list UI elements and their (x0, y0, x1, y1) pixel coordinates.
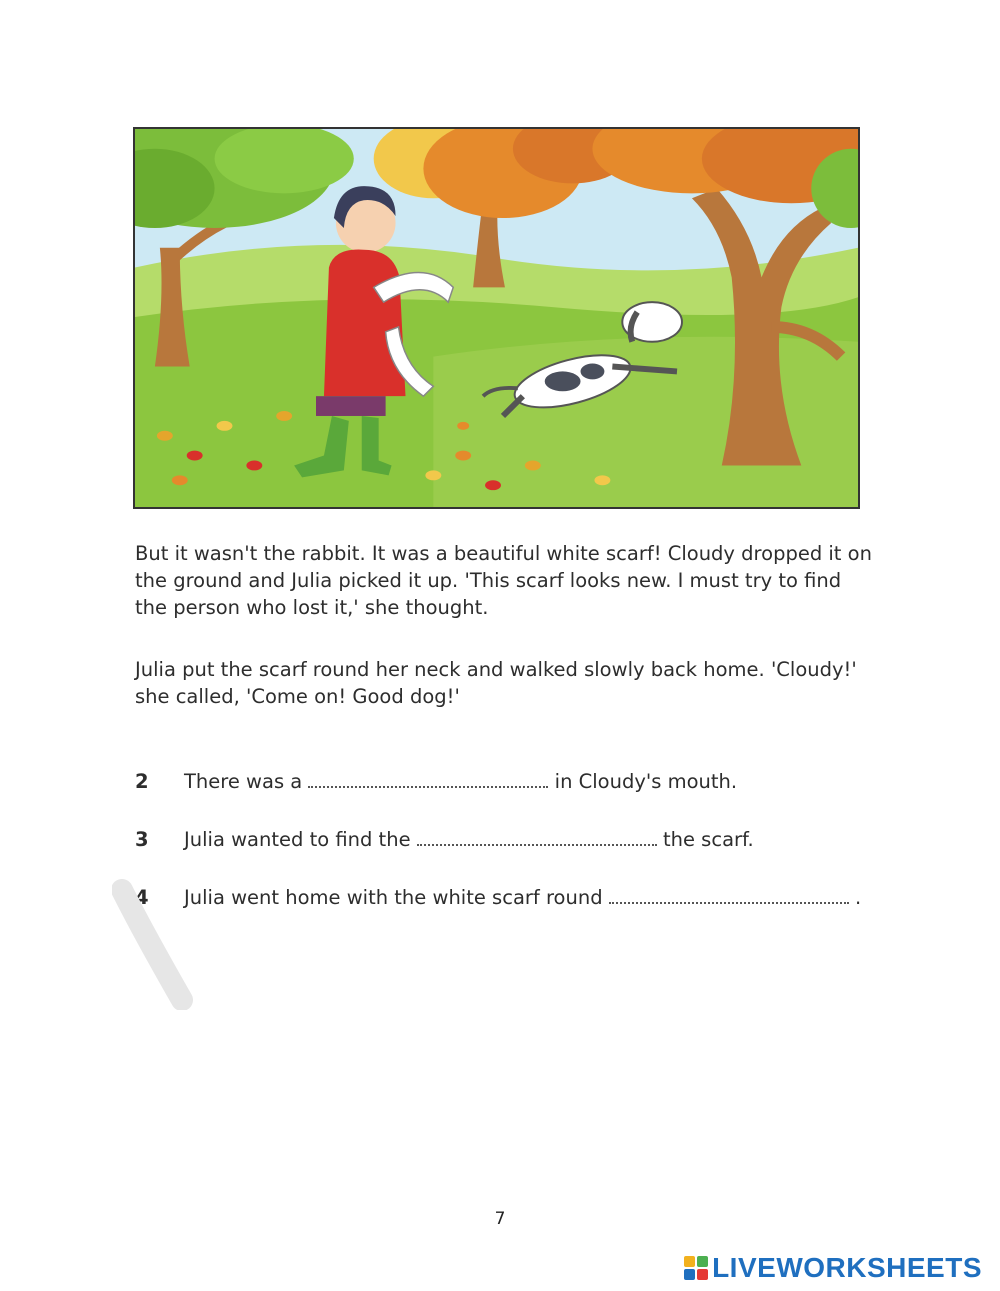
watermark-mark (112, 870, 232, 1010)
story-text: But it wasn't the rabbit. It was a beautiful white scarf! Cloudy dropped it on the ground and Julia picked it up. 'This scarf looks new. I must try to find the person who lost it,' she thought. (135, 542, 872, 619)
answer-blank[interactable] (308, 772, 548, 788)
question-number: 2 (135, 770, 149, 793)
question-text-after: the scarf. (662, 828, 754, 851)
liveworksheets-brand (684, 1252, 982, 1284)
question-text-before: Julia wanted to find the (184, 828, 411, 851)
question-3 (135, 828, 895, 856)
page-number: 7 (494, 1209, 506, 1229)
question-number: 4 (135, 886, 149, 909)
brand-name: LIVEWORKSHEETS (712, 1252, 982, 1283)
question-text-before: Julia went home with the white scarf round (184, 886, 603, 909)
question-number: 3 (135, 828, 149, 851)
story-illustration (133, 127, 860, 509)
question-text-after: in Cloudy's mouth. (554, 770, 738, 793)
question-4 (135, 886, 895, 914)
story-text: Julia put the scarf round her neck and walked slowly back home. 'Cloudy!' she called, 'Come on! Good dog!' (135, 658, 857, 708)
answer-blank[interactable] (417, 830, 657, 846)
story-paragraph-1 (135, 540, 875, 621)
answer-blank[interactable] (609, 888, 849, 904)
story-paragraph-2 (135, 656, 875, 710)
question-text-after: . (855, 886, 862, 909)
question-text-before: There was a (184, 770, 303, 793)
question-2 (135, 770, 895, 798)
liveworksheets-logo-icon (684, 1256, 708, 1280)
autumn-park-scene (135, 129, 858, 507)
